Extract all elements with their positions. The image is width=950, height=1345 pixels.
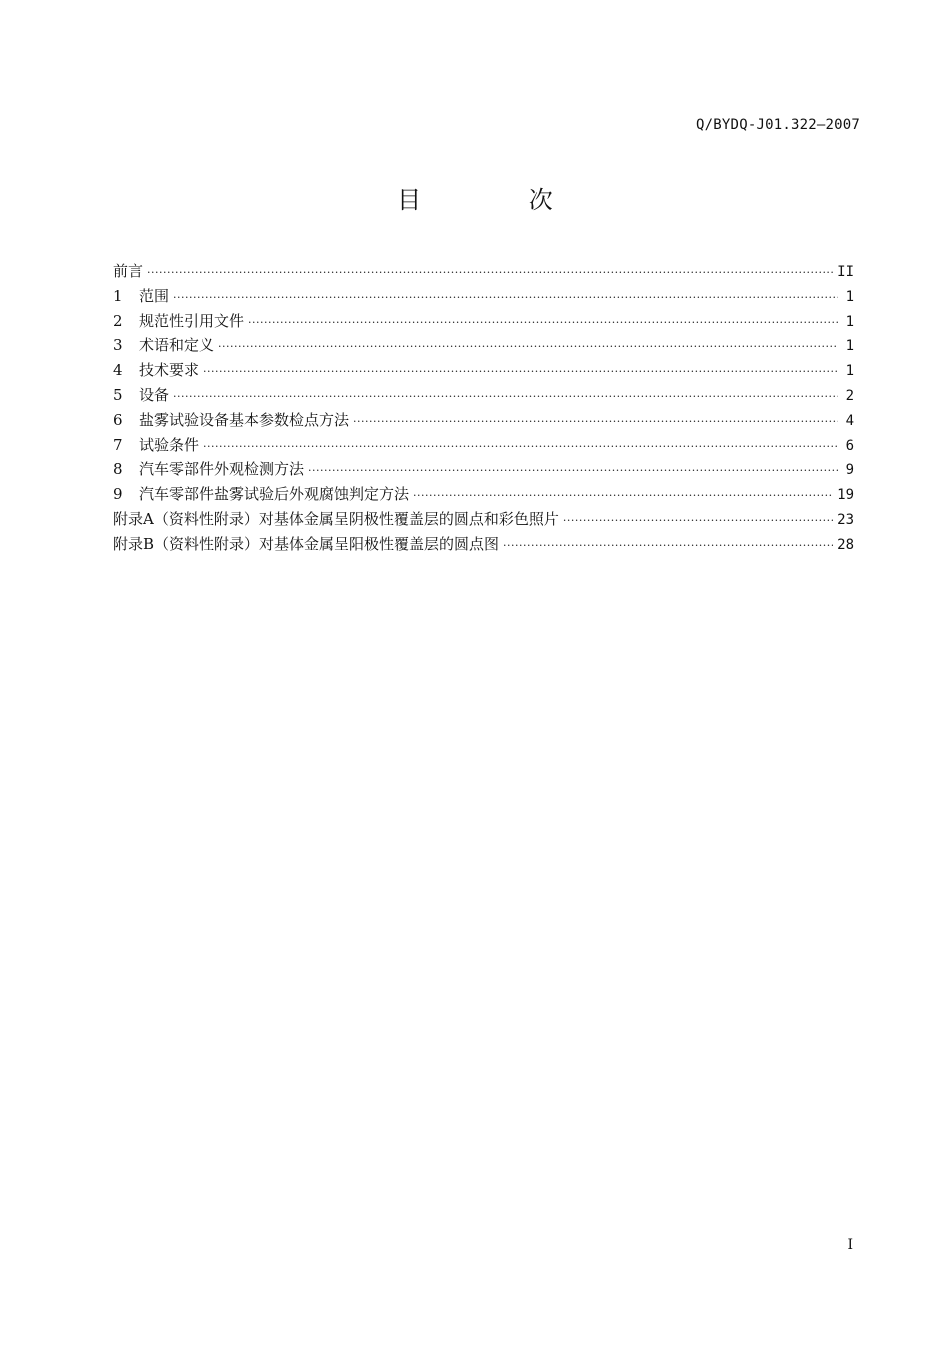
toc-leader: [173, 385, 838, 410]
toc-entry-number: 3: [113, 336, 123, 355]
toc-leader: [563, 509, 833, 534]
toc-entry-number: 1: [113, 286, 123, 305]
toc-entry[interactable]: [113, 532, 854, 557]
toc-entry[interactable]: [113, 433, 854, 458]
toc-entry-label: 附录A（资料性附录）对基体金属呈阴极性覆盖层的圆点和彩色照片: [113, 509, 559, 528]
toc-entry[interactable]: [113, 284, 854, 309]
toc-entry-page: 9: [845, 462, 854, 479]
toc-entry-number: 5: [113, 385, 123, 404]
toc-entry[interactable]: [113, 358, 854, 383]
toc-entry-page: 2: [845, 387, 854, 404]
toc-leader: [353, 410, 838, 435]
toc-entry-page: 1: [845, 338, 854, 355]
toc-entry[interactable]: [113, 457, 854, 482]
toc-leader: [203, 360, 838, 385]
toc-entry-page: 1: [845, 288, 854, 305]
toc-entry-number: 2: [113, 311, 123, 330]
toc-entry-number: 9: [113, 485, 123, 504]
toc-leader: [503, 534, 833, 559]
document-code: Q/BYDQ-J01.322—2007: [696, 117, 860, 133]
toc-list: [113, 259, 854, 557]
toc-entry-label: 设备: [139, 385, 170, 404]
toc-entry-page: 1: [845, 363, 854, 380]
toc-entry-label: 试验条件: [139, 435, 200, 454]
toc-entry[interactable]: [113, 333, 854, 358]
toc-entry-number: 4: [113, 361, 123, 380]
toc-entry-label: 术语和定义: [139, 336, 215, 355]
toc-entry-number: 7: [113, 435, 123, 454]
toc-leader: [173, 286, 838, 311]
toc-entry[interactable]: [113, 408, 854, 433]
toc-leader: [147, 261, 833, 286]
toc-entry-page: 23: [837, 511, 854, 528]
toc-entry-page: 4: [845, 412, 854, 429]
toc-leader: [308, 459, 838, 484]
toc-leader: [413, 484, 833, 509]
toc-entry-number: 8: [113, 460, 123, 479]
toc-leader: [203, 435, 838, 460]
toc-title: 目 次: [397, 186, 603, 214]
toc-entry-label: 附录B（资料性附录）对基体金属呈阳极性覆盖层的圆点图: [113, 534, 500, 553]
toc-entry-page: 19: [837, 487, 854, 504]
toc-leader: [218, 335, 838, 360]
toc-entry-page: II: [837, 264, 854, 280]
toc-entry-number: 6: [113, 410, 123, 429]
toc-entry[interactable]: [113, 383, 854, 408]
toc-entry[interactable]: [113, 309, 854, 334]
toc-entry-label: 技术要求: [139, 361, 200, 380]
toc-entry-label: 范围: [139, 286, 170, 305]
toc-entry-page: 28: [837, 536, 854, 553]
page-number: I: [847, 1237, 853, 1253]
toc-entry-label: 前言: [113, 262, 144, 280]
toc-entry-label: 盐雾试验设备基本参数检点方法: [139, 410, 350, 429]
toc-entry[interactable]: [113, 259, 854, 284]
toc-entry-page: 6: [845, 437, 854, 454]
toc-entry[interactable]: [113, 507, 854, 532]
toc-entry[interactable]: [113, 482, 854, 507]
toc-entry-label: 汽车零部件盐雾试验后外观腐蚀判定方法: [139, 485, 410, 504]
toc-entry-page: 1: [845, 313, 854, 330]
toc-entry-label: 规范性引用文件: [139, 311, 245, 330]
toc-leader: [248, 311, 838, 336]
toc-entry-label: 汽车零部件外观检测方法: [139, 460, 305, 479]
